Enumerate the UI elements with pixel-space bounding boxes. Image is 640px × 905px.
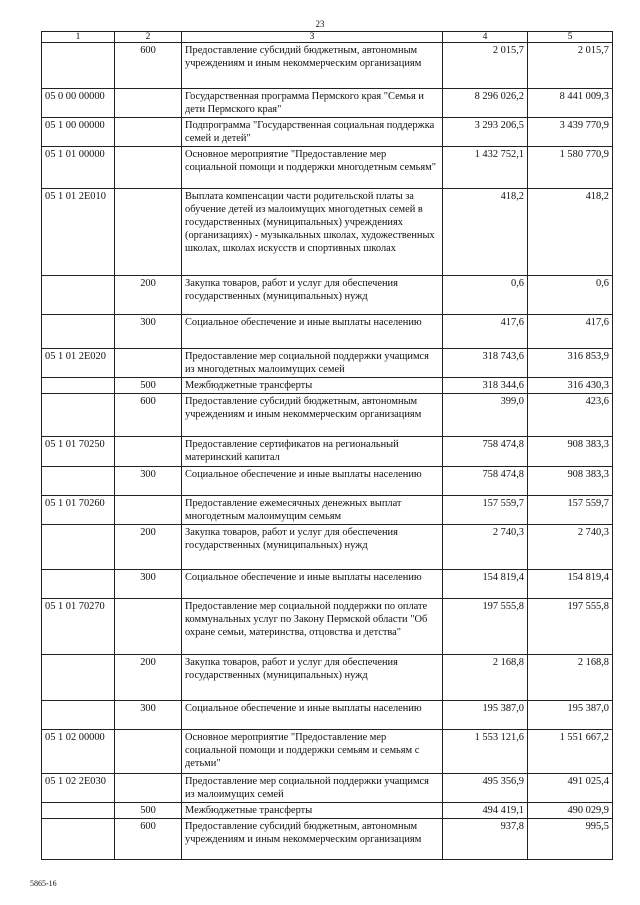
item-name-cell: Предоставление субсидий бюджетным, автономным учреждениям и иным некоммерческим организациям	[182, 819, 443, 860]
column-header-4: 4	[443, 32, 528, 43]
item-name-cell: Предоставление ежемесячных денежных выплат многодетным малоимущим семьям	[182, 496, 443, 525]
amount-col4-cell: 2 168,8	[443, 655, 528, 701]
expense-type-cell: 300	[115, 467, 182, 496]
expense-type-cell	[115, 147, 182, 189]
code-cell	[42, 525, 115, 570]
column-header-2: 2	[115, 32, 182, 43]
item-name-cell: Межбюджетные трансферты	[182, 803, 443, 819]
column-header-1: 1	[42, 32, 115, 43]
amount-col4-cell: 154 819,4	[443, 570, 528, 599]
amount-col4-cell: 197 555,8	[443, 599, 528, 655]
code-cell	[42, 378, 115, 394]
table-row	[42, 803, 613, 819]
amount-col4-cell: 195 387,0	[443, 701, 528, 730]
amount-col4-cell: 758 474,8	[443, 467, 528, 496]
item-name-cell: Социальное обеспечение и иные выплаты населению	[182, 701, 443, 730]
amount-col4-cell: 318 743,6	[443, 349, 528, 378]
table-row	[42, 118, 613, 147]
code-cell: 05 1 01 70250	[42, 437, 115, 467]
table-row	[42, 525, 613, 570]
table-row	[42, 349, 613, 378]
item-name-cell: Основное мероприятие "Предоставление мер социальной помощи и поддержки семьям и семьям с детьми"	[182, 730, 443, 774]
item-name-cell: Межбюджетные трансферты	[182, 378, 443, 394]
amount-col4-cell: 1 553 121,6	[443, 730, 528, 774]
table-row	[42, 599, 613, 655]
expense-type-cell	[115, 189, 182, 276]
code-cell	[42, 701, 115, 730]
amount-col4-cell: 758 474,8	[443, 437, 528, 467]
amount-col5-cell: 2 740,3	[528, 525, 613, 570]
expense-type-cell	[115, 730, 182, 774]
item-name-cell: Предоставление сертификатов на региональный материнский капитал	[182, 437, 443, 467]
code-cell: 05 1 01 00000	[42, 147, 115, 189]
code-cell: 05 1 01 2Е010	[42, 189, 115, 276]
amount-col4-cell: 2 740,3	[443, 525, 528, 570]
expense-type-cell: 300	[115, 315, 182, 349]
item-name-cell: Основное мероприятие "Предоставление мер социальной помощи и поддержки многодетным семьям"	[182, 147, 443, 189]
amount-col4-cell: 417,6	[443, 315, 528, 349]
table-row	[42, 394, 613, 437]
item-name-cell: Закупка товаров, работ и услуг для обеспечения государственных (муниципальных) нужд	[182, 525, 443, 570]
amount-col4-cell: 0,6	[443, 276, 528, 315]
code-cell	[42, 276, 115, 315]
code-cell	[42, 655, 115, 701]
expense-type-cell	[115, 118, 182, 147]
amount-col5-cell: 8 441 009,3	[528, 89, 613, 118]
amount-col4-cell: 8 296 026,2	[443, 89, 528, 118]
code-cell	[42, 315, 115, 349]
table-row	[42, 378, 613, 394]
table-row	[42, 730, 613, 774]
amount-col5-cell: 417,6	[528, 315, 613, 349]
table-row	[42, 89, 613, 118]
code-cell: 05 0 00 00000	[42, 89, 115, 118]
amount-col4-cell: 3 293 206,5	[443, 118, 528, 147]
table-row	[42, 467, 613, 496]
amount-col5-cell: 423,6	[528, 394, 613, 437]
amount-col5-cell: 316 430,3	[528, 378, 613, 394]
expense-type-cell: 600	[115, 43, 182, 89]
item-name-cell: Государственная программа Пермского края "Семья и дети Пермского края"	[182, 89, 443, 118]
expense-type-cell	[115, 496, 182, 525]
table-row	[42, 570, 613, 599]
amount-col5-cell: 1 580 770,9	[528, 147, 613, 189]
item-name-cell: Закупка товаров, работ и услуг для обеспечения государственных (муниципальных) нужд	[182, 655, 443, 701]
table-row	[42, 437, 613, 467]
code-cell: 05 1 00 00000	[42, 118, 115, 147]
amount-col5-cell: 157 559,7	[528, 496, 613, 525]
table-row	[42, 147, 613, 189]
expense-type-cell: 500	[115, 803, 182, 819]
code-cell	[42, 819, 115, 860]
amount-col5-cell: 2 015,7	[528, 43, 613, 89]
item-name-cell: Выплата компенсации части родительской платы за обучение детей из малоимущих многодетных семей в государственных (муниципальных) учреждениях (организациях) - музыкальных школах, художественных школах, школах искусств и спортивных школах	[182, 189, 443, 276]
code-cell	[42, 803, 115, 819]
amount-col5-cell: 995,5	[528, 819, 613, 860]
expense-type-cell	[115, 599, 182, 655]
expense-type-cell: 600	[115, 394, 182, 437]
code-cell: 05 1 01 2Е020	[42, 349, 115, 378]
code-cell: 05 1 01 70270	[42, 599, 115, 655]
expense-type-cell	[115, 774, 182, 803]
code-cell	[42, 570, 115, 599]
expense-type-cell: 600	[115, 819, 182, 860]
expense-type-cell: 300	[115, 570, 182, 599]
table-row	[42, 315, 613, 349]
amount-col4-cell: 157 559,7	[443, 496, 528, 525]
code-cell: 05 1 01 70260	[42, 496, 115, 525]
amount-col5-cell: 316 853,9	[528, 349, 613, 378]
table-row	[42, 276, 613, 315]
item-name-cell: Социальное обеспечение и иные выплаты населению	[182, 467, 443, 496]
expense-type-cell: 500	[115, 378, 182, 394]
table-row	[42, 701, 613, 730]
amount-col4-cell: 1 432 752,1	[443, 147, 528, 189]
column-header-5: 5	[528, 32, 613, 43]
expense-type-cell	[115, 349, 182, 378]
amount-col5-cell: 490 029,9	[528, 803, 613, 819]
amount-col4-cell: 494 419,1	[443, 803, 528, 819]
amount-col4-cell: 318 344,6	[443, 378, 528, 394]
item-name-cell: Закупка товаров, работ и услуг для обеспечения государственных (муниципальных) нужд	[182, 276, 443, 315]
amount-col4-cell: 418,2	[443, 189, 528, 276]
amount-col4-cell: 495 356,9	[443, 774, 528, 803]
table-row	[42, 496, 613, 525]
amount-col5-cell: 154 819,4	[528, 570, 613, 599]
expense-type-cell	[115, 89, 182, 118]
table-row	[42, 774, 613, 803]
amount-col4-cell: 2 015,7	[443, 43, 528, 89]
code-cell	[42, 43, 115, 89]
amount-col5-cell: 195 387,0	[528, 701, 613, 730]
item-name-cell: Предоставление мер социальной поддержки учащимся из малоимущих семей	[182, 774, 443, 803]
amount-col5-cell: 1 551 667,2	[528, 730, 613, 774]
amount-col5-cell: 908 383,3	[528, 437, 613, 467]
budget-table	[41, 31, 613, 860]
table-row	[42, 189, 613, 276]
table-row	[42, 819, 613, 860]
table-header-row	[42, 32, 613, 43]
amount-col5-cell: 2 168,8	[528, 655, 613, 701]
amount-col4-cell: 399,0	[443, 394, 528, 437]
code-cell	[42, 467, 115, 496]
table-row	[42, 655, 613, 701]
item-name-cell: Предоставление субсидий бюджетным, автономным учреждениям и иным некоммерческим организациям	[182, 43, 443, 89]
page-number: 23	[315, 19, 325, 29]
expense-type-cell	[115, 437, 182, 467]
item-name-cell: Социальное обеспечение и иные выплаты населению	[182, 570, 443, 599]
amount-col5-cell: 418,2	[528, 189, 613, 276]
expense-type-cell: 200	[115, 525, 182, 570]
item-name-cell: Подпрограмма "Государственная социальная поддержка семей и детей"	[182, 118, 443, 147]
column-header-3: 3	[182, 32, 443, 43]
amount-col5-cell: 197 555,8	[528, 599, 613, 655]
amount-col4-cell: 937,8	[443, 819, 528, 860]
item-name-cell: Предоставление субсидий бюджетным, автономным учреждениям и иным некоммерческим организациям	[182, 394, 443, 437]
expense-type-cell: 300	[115, 701, 182, 730]
item-name-cell: Предоставление мер социальной поддержки по оплате коммунальных услуг по Закону Пермской области "Об охране семьи, материнства, отцовства и детства"	[182, 599, 443, 655]
amount-col5-cell: 491 025,4	[528, 774, 613, 803]
amount-col5-cell: 3 439 770,9	[528, 118, 613, 147]
expense-type-cell: 200	[115, 276, 182, 315]
expense-type-cell: 200	[115, 655, 182, 701]
table-row	[42, 43, 613, 89]
code-cell	[42, 394, 115, 437]
amount-col5-cell: 0,6	[528, 276, 613, 315]
item-name-cell: Социальное обеспечение и иные выплаты населению	[182, 315, 443, 349]
item-name-cell: Предоставление мер социальной поддержки учащимся из многодетных малоимущих семей	[182, 349, 443, 378]
footer-code: 5865-16	[30, 879, 57, 888]
code-cell: 05 1 02 00000	[42, 730, 115, 774]
code-cell: 05 1 02 2Е030	[42, 774, 115, 803]
amount-col5-cell: 908 383,3	[528, 467, 613, 496]
